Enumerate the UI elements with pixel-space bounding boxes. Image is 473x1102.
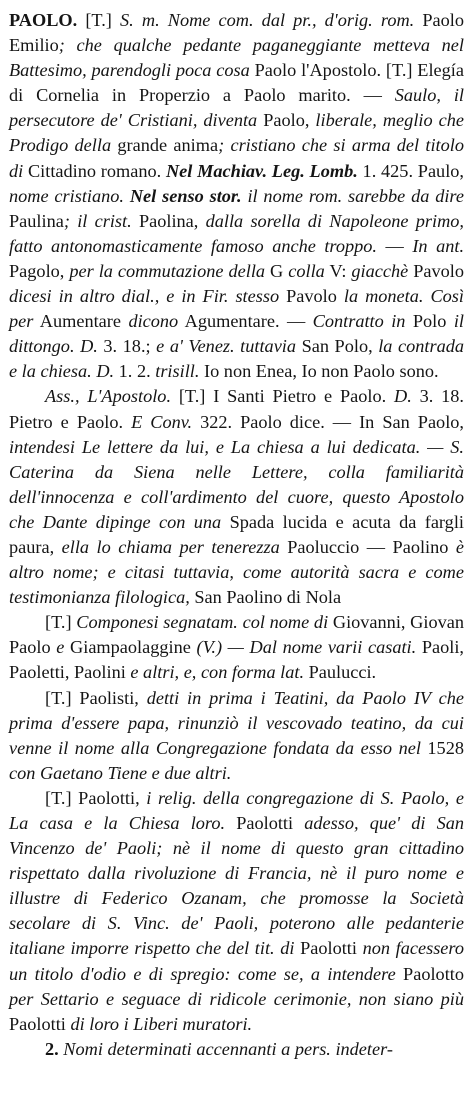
text-segment: i relig. della congregazione di S. Paolo, e La casa e la Chiesa loro. <box>9 787 464 833</box>
text-segment: Paolotti <box>294 938 363 959</box>
text-segment: 1. 425. Paulo, <box>357 160 464 181</box>
text-segment: E Conv. <box>131 411 193 432</box>
text-segment: Paolo, <box>257 110 316 131</box>
text-segment: e altri, e, con forma lat. <box>130 662 305 683</box>
text-segment: Paolo Emilio <box>9 10 464 56</box>
text-segment: Saulo, il persecutore de' Cristiani, diventa <box>9 85 464 131</box>
text-segment: [T.] <box>77 10 121 30</box>
text-segment: nome cristiano. <box>9 185 125 206</box>
text-segment: Cittadino romano. <box>23 160 166 181</box>
text-segment: Io non Enea, Io non Paolo sono. <box>199 361 439 382</box>
text-segment: ; il crist. <box>63 210 132 231</box>
text-segment: per la commutazione della <box>69 260 266 281</box>
text-segment: ella lo chiama per tenerezza <box>61 536 280 557</box>
text-segment: Giampaolaggine <box>64 637 197 658</box>
text-segment: Contratto in <box>312 311 406 332</box>
text-segment: Pavolo <box>408 260 465 281</box>
text-segment: Nomi determinati accennanti a pers. indeter- <box>63 1038 393 1059</box>
text-segment: intendesi Le lettere da lui, e La chiesa a lui dedicata. — S. Caterina da Siena nelle Lettere, colla familiarità dell'innocenza e coll'ardimento del cuore, questo Apostolo che Dante dipinge con una <box>9 436 464 532</box>
text-segment: con Gaetano Tiene e due altri. <box>9 762 232 783</box>
text-segment: Paoli, Paoletti, Paolini <box>9 637 464 683</box>
text-segment: di loro i Liberi muratori. <box>70 1013 253 1034</box>
text-segment: 1528 <box>420 737 464 758</box>
text-segment: (V.) — Dal nome varii casati. <box>196 637 417 658</box>
text-segment: [T.] Paolotti, <box>45 787 147 808</box>
text-segment: dicesi in altro dial., e in Fir. stesso <box>9 286 280 307</box>
text-segment: Spada lucida e acuta da fargli paura, <box>9 511 464 557</box>
text-segment: Pagolo, <box>9 260 70 281</box>
text-segment: ; cristiano che si arma del titolo di <box>9 135 464 181</box>
text-segment: grande anima <box>111 135 219 156</box>
text-segment: Pavolo <box>279 286 344 307</box>
text-segment: Nel senso stor. <box>129 185 242 206</box>
text-segment: la moneta. Così per <box>9 286 464 332</box>
text-segment: In ant. <box>412 235 465 256</box>
text-segment: Paolo l'Apostolo. [T.] Elegía di Cornelia in Properzio a Paolo marito. — <box>9 60 465 106</box>
text-segment: Polo <box>405 311 454 332</box>
text-segment: e a' Venez. tuttavia <box>156 336 297 357</box>
text-segment: è altro nome; e citasi tuttavia, come autorità sacra e come testimonianza filologica, <box>9 536 465 608</box>
text-segment: Componesi segnatam. col nome di <box>76 612 329 633</box>
text-segment: Nel Machiav. Leg. Lomb. <box>165 160 358 181</box>
text-segment: giacchè <box>351 260 409 281</box>
text-segment: Paulina <box>9 210 64 231</box>
text-segment: adesso, que' di San Vincenzo de' Paoli; nè il nome di questo gran cittadino rispettato dalla rivoluzione di Francia, nè il puro nome e illustre di Federico Ozanam, che promosse la Società secolare di S. Vinc. de' Paoli, poterono alle pedanterie italiane imporre rispetto che del tit. di <box>9 813 464 959</box>
text-segment: per Settario e seguace di ridicole cerimonie, non siano più <box>9 988 464 1009</box>
text-segment: S. m. Nome com. dal pr., d'orig. rom. <box>120 10 415 30</box>
entry-paragraph <box>9 1037 464 1062</box>
text-segment: Ass., L'Apostolo. <box>45 386 172 407</box>
text-segment: dalla sorella di Napoleone primo, fatto antonomasticamente famoso anche troppo. <box>9 210 464 256</box>
text-segment: G <box>265 260 289 281</box>
text-segment: [T.] <box>45 612 77 633</box>
text-segment: 1. 2. <box>114 361 156 382</box>
text-segment: 3. 18. Pietro e Paolo. <box>9 386 464 432</box>
entry-paragraph <box>9 686 464 786</box>
dictionary-entry-paolo <box>9 8 464 1062</box>
text-segment: colla <box>288 260 325 281</box>
text-segment: dicono <box>128 311 179 332</box>
text-segment: il dittongo. D. <box>9 311 464 357</box>
text-segment: San Paolino di Nola <box>189 587 342 608</box>
text-segment: 2. <box>45 1038 59 1059</box>
entry-paragraph <box>9 384 464 610</box>
text-segment: [T.] I Santi Pietro e Paolo. <box>171 386 394 407</box>
text-segment: Agumentare. — <box>178 311 313 332</box>
text-segment: Paolotti <box>9 1013 71 1034</box>
text-segment: Paolotti <box>225 813 305 833</box>
text-segment: D. <box>394 386 412 407</box>
text-segment: 322. Paolo dice. — In San Paolo, <box>192 411 464 432</box>
text-segment: trisill. <box>155 361 200 382</box>
text-segment: Paolina, <box>131 210 206 231</box>
text-segment: detti in prima i Teatini, da Paolo IV che prima d'essere papa, rinunziò il vescovado teatino, da cui venne il nome alla Congregazione fondata da esso nel <box>9 687 464 758</box>
text-segment: [T.] Paolisti, <box>45 687 147 708</box>
text-segment: Paoluccio — Paolino <box>279 536 456 557</box>
text-segment: Paolotto <box>395 963 464 984</box>
text-segment: Giovanni, Giovan Paolo <box>9 612 464 658</box>
text-segment: ; che qualche pedante paganeggiante metteva nel Battesimo, parendogli poca cosa <box>9 35 464 81</box>
text-segment: e <box>56 637 65 658</box>
text-segment: liberale, meglio che Prodigo della <box>9 110 464 156</box>
entry-paragraph <box>9 610 464 685</box>
text-segment: la contrada e la chiesa. D. <box>9 336 465 382</box>
text-segment: — <box>377 235 413 256</box>
text-segment: Paulucci. <box>304 662 377 683</box>
text-segment: San Polo, <box>296 336 379 357</box>
text-segment: Aumentare <box>33 311 129 332</box>
text-segment: 3. 18.; <box>97 336 157 357</box>
text-segment: non facessero un titolo d'odio e di spregio: come se, a intendere <box>9 938 464 984</box>
text-segment: il nome rom. sarebbe da dire <box>247 185 464 206</box>
entry-paragraph <box>9 8 464 384</box>
text-segment: PAOLO. <box>9 10 78 30</box>
text-segment: V: <box>324 260 352 281</box>
entry-paragraph <box>9 786 464 1037</box>
